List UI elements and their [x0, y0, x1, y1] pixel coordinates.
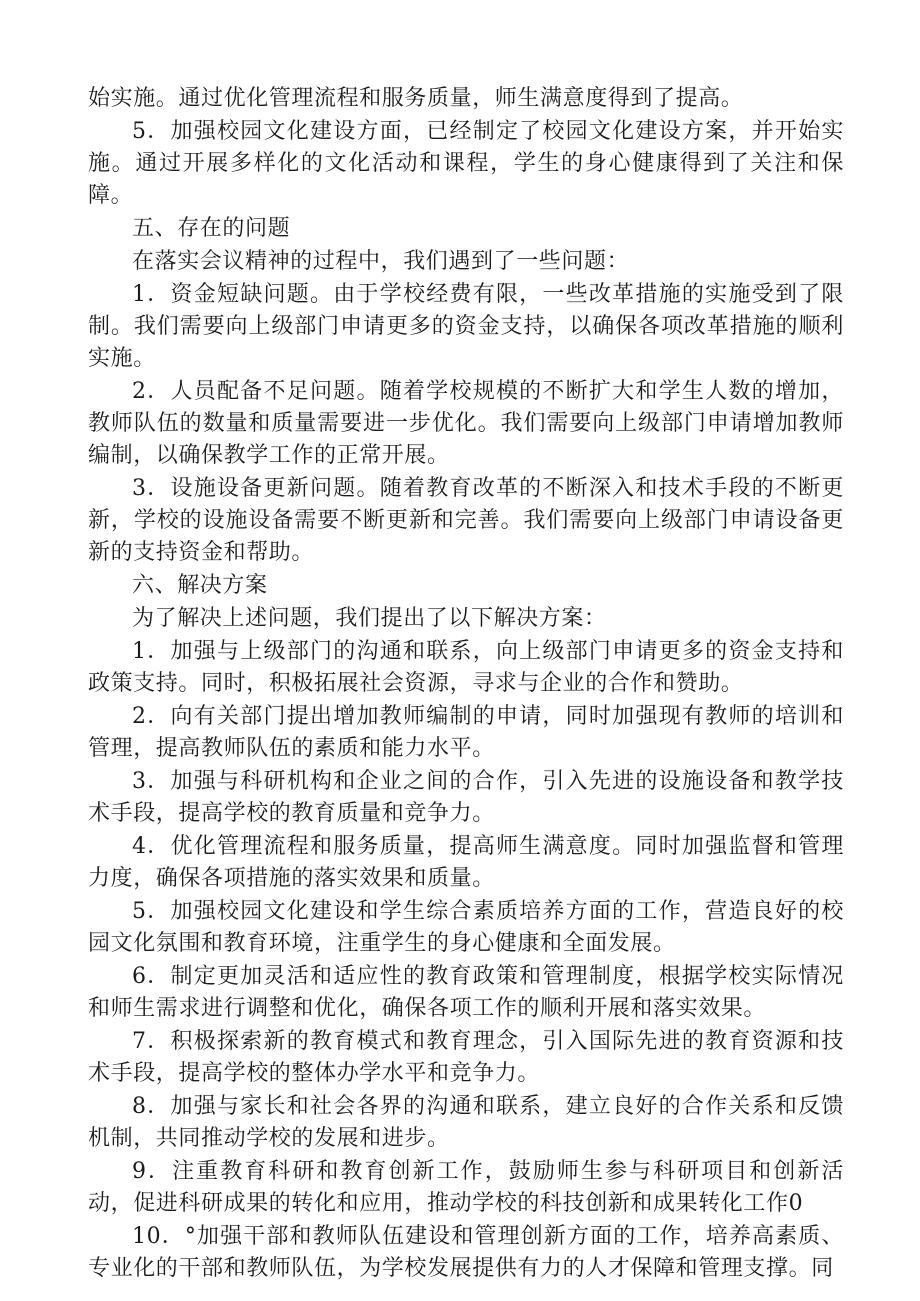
document-body	[88, 83, 844, 1286]
paragraph-item: 在落实会议精神的过程中，我们遇到了一些问题：	[132, 249, 630, 274]
paragraph-item: 5．加强校园文化建设方面，已经制定了校园文化建设方案，并开始实施。通过开展多样化的文化活动和课程，学生的身心健康得到了关注和保障。	[88, 119, 844, 208]
paragraph-item: 10．°加强干部和教师队伍建设和管理创新方面的工作，培养高素质、专业化的干部和教师队伍，为学校发展提供有力的人才保障和管理支撑。同	[88, 1224, 844, 1281]
paragraph-item: 7．积极探索新的教育模式和教育理念，引入国际先进的教育资源和技术手段，提高学校的整体办学水平和竞争力。	[88, 1029, 844, 1086]
paragraph-item: 1．加强与上级部门的沟通和联系，向上级部门申请更多的资金支持和政策支持。同时，积极拓展社会资源，寻求与企业的合作和赞助。	[88, 639, 844, 696]
paragraph-item: 2．人员配备不足问题。随着学校规模的不断扩大和学生人数的增加，教师队伍的数量和质量需要进一步优化。我们需要向上级部门申请增加教师编制，以确保教学工作的正常开展。	[88, 379, 844, 468]
paragraph-item: 3．加强与科研机构和企业之间的合作，引入先进的设施设备和教学技术手段，提高学校的教育质量和竞争力。	[88, 769, 844, 826]
paragraph-item: 9．注重教育科研和教育创新工作，鼓励师生参与科研项目和创新活动，促进科研成果的转化和应用，推动学校的科技创新和成果转化工作0	[88, 1159, 844, 1216]
paragraph-item: 8．加强与家长和社会各界的沟通和联系，建立良好的合作关系和反馈机制，共同推动学校的发展和进步。	[88, 1094, 844, 1151]
paragraph-item: 3．设施设备更新问题。随着教育改革的不断深入和技术手段的不断更新，学校的设施设备需要不断更新和完善。我们需要向上级部门申请设备更新的支持资金和帮助。	[88, 476, 844, 565]
paragraph-continuation: 始实施。通过优化管理流程和服务质量，师生满意度得到了提高。	[88, 86, 744, 111]
section-heading: 五、存在的问题	[132, 216, 291, 241]
paragraph-item: 4．优化管理流程和服务质量，提高师生满意度。同时加强监督和管理力度，确保各项措施的落实效果和质量。	[88, 834, 844, 891]
paragraph-item: 2．向有关部门提出增加教师编制的申请，同时加强现有教师的培训和管理，提高教师队伍的素质和能力水平。	[88, 704, 844, 761]
paragraph-item: 1．资金短缺问题。由于学校经费有限，一些改革措施的实施受到了限制。我们需要向上级部门申请更多的资金支持，以确保各项改革措施的顺利实施。	[88, 282, 844, 371]
paragraph-item: 5．加强校园文化建设和学生综合素质培养方面的工作，营造良好的校园文化氛围和教育环境，注重学生的身心健康和全面发展。	[88, 899, 844, 956]
paragraph-item: 为了解决上述问题，我们提出了以下解决方案：	[132, 606, 607, 631]
section-heading: 六、解决方案	[132, 573, 268, 598]
paragraph-item: 6．制定更加灵活和适应性的教育政策和管理制度，根据学校实际情况和师生需求进行调整和优化，确保各项工作的顺利开展和落实效果。	[88, 964, 844, 1021]
